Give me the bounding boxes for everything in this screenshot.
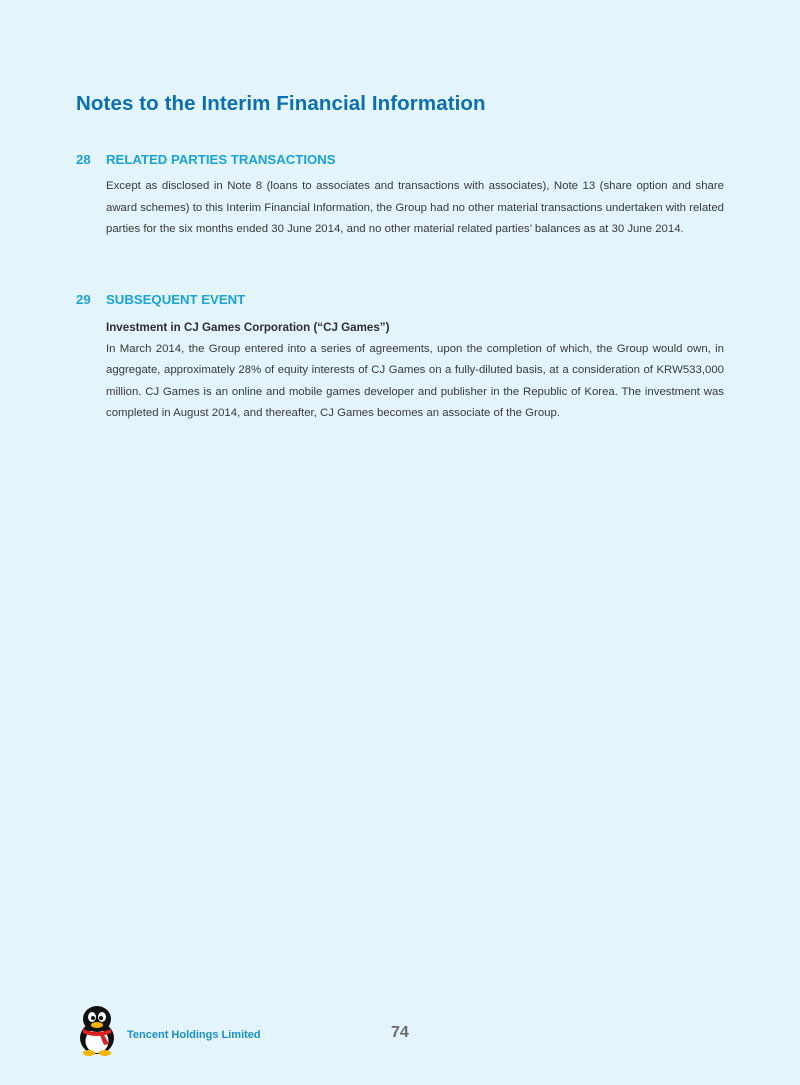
body-paragraph: Except as disclosed in Note 8 (loans to associates and transactions with associates), Note 13 (share option and share award schemes) to this Interim Financial Information, the Group had no other material transactions undertaken with related parties for the six months ended 30 June 2014, and no other material related parties’ balances as at 30 June 2014.	[106, 180, 724, 235]
section-heading	[76, 152, 726, 167]
page-footer	[76, 1004, 476, 1056]
section-heading	[76, 292, 726, 307]
page-number: 74	[391, 1024, 409, 1041]
section-body	[106, 317, 724, 425]
section-number: 28	[76, 152, 91, 167]
note-28-section	[76, 152, 726, 241]
section-title: RELATED PARTIES TRANSACTIONS	[106, 152, 336, 167]
subsection-heading: Investment in CJ Games Corporation (“CJ Games”)	[106, 321, 390, 334]
section-title: SUBSEQUENT EVENT	[106, 292, 246, 307]
penguin-mascot-icon	[76, 1004, 118, 1056]
page-title: Notes to the Interim Financial Information	[76, 92, 486, 115]
note-29-section	[76, 292, 726, 425]
section-number: 29	[76, 292, 91, 307]
body-paragraph: In March 2014, the Group entered into a series of agreements, upon the completion of which, the Group would own, in aggregate, approximately 28% of equity interests of CJ Games on a fully-diluted basis, at a consideration of KRW533,000 million. CJ Games is an online and mobile games developer and publisher in the Republic of Korea. The investment was completed in August 2014, and thereafter, CJ Games becomes an associate of the Group.	[106, 342, 724, 419]
company-name: Tencent Holdings Limited	[127, 1029, 261, 1041]
section-body	[106, 176, 724, 241]
